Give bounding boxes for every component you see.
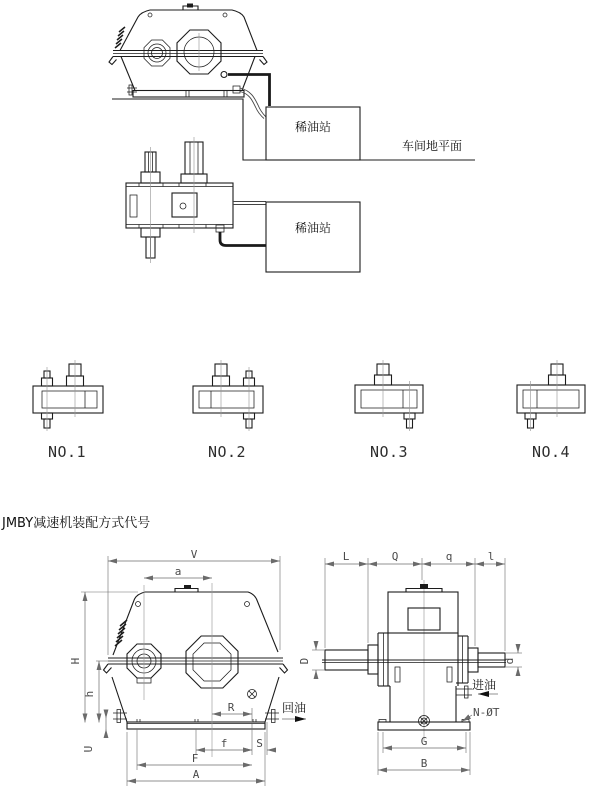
dim-V: V [190, 548, 198, 561]
assembly-config-no4 [517, 360, 585, 461]
oil-station-lower-box [266, 202, 360, 272]
dim-a: a [174, 565, 182, 578]
assembly-config-no3 [355, 360, 423, 461]
inspection-cover [172, 193, 197, 217]
config-label-no2: NO.2 [207, 443, 247, 461]
dim-l: l [487, 550, 495, 563]
oil-station-lower-label: 稀油站 [294, 221, 332, 235]
dim-h: h [83, 690, 96, 698]
dim-F: F [191, 752, 199, 765]
dim-A: A [192, 768, 200, 781]
ground-plane-label: 车间地平面 [401, 139, 463, 153]
config-label-no1: NO.1 [47, 443, 87, 461]
oil-station-upper-label: 稀油站 [294, 120, 332, 134]
oil-port [221, 72, 227, 78]
dim-R: R [227, 701, 235, 714]
dim-f: f [220, 737, 228, 750]
oil-pipe-supply-lower [233, 202, 266, 205]
config-label-no3: NO.3 [369, 443, 409, 461]
drain-plug [248, 690, 257, 699]
dim-G: G [420, 735, 428, 748]
output-shaft-boss [177, 30, 221, 74]
oil-return-label: 回油 [282, 701, 307, 715]
front-view-dimensions [69, 548, 306, 786]
dim-B: B [420, 757, 428, 770]
gearbox-front-view [109, 4, 267, 98]
assembly-config-no2 [193, 360, 263, 461]
dim-D: D [298, 657, 311, 665]
oil-inlet-label: 进油 [472, 678, 497, 692]
sheet-caption: JMBY减速机装配方式代号 [2, 516, 151, 531]
input-shaft-boss [144, 40, 170, 66]
dim-S: S [256, 737, 263, 750]
oil-pipe-return-lower [220, 232, 266, 246]
config-label-no4: NO.4 [531, 443, 571, 461]
dim-q: q [445, 550, 453, 563]
gearbox-top-view [126, 137, 233, 263]
bolt-holes-leader [462, 715, 472, 722]
oil-inlet-fitting [456, 686, 472, 698]
dim-Q: Q [391, 550, 399, 563]
dimensioned-front-view [69, 548, 306, 786]
bolt-holes-note: N-ØT [473, 706, 500, 719]
dim-H: H [69, 657, 82, 665]
dim-d: d [503, 657, 516, 665]
dim-L: L [342, 550, 350, 563]
assembly-config-no1 [33, 360, 103, 461]
dimensioned-side-view [298, 550, 522, 775]
installation-diagram [109, 4, 475, 273]
dim-U: U [82, 745, 95, 753]
